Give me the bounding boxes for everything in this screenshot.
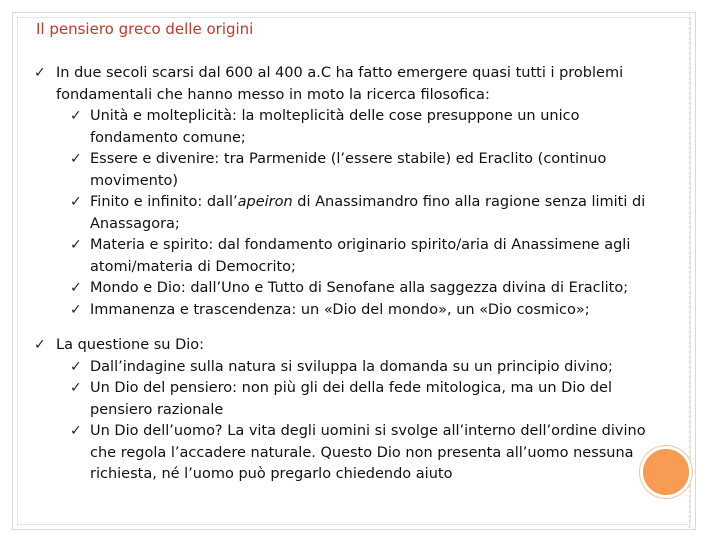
- sub-bullet-text-post: di Anassimandro fino alla ragione senza limiti di Anassagora;: [90, 194, 646, 232]
- checkmark-icon: ✓: [70, 237, 82, 253]
- checkmark-icon: ✓: [70, 194, 82, 210]
- bullet-text: In due secoli scarsi dal 600 al 400 a.C ha fatto emergere quasi tutti i problemi fondamentali che hanno messo in moto la ricerca filosofica:: [56, 65, 624, 103]
- sub-bullet: [34, 235, 664, 278]
- accent-line: [689, 12, 691, 528]
- sub-bullet-text: Essere e divenire: tra Parmenide (l’essere stabile) ed Eraclito (continuo movimento): [90, 151, 607, 189]
- checkmark-icon: ✓: [70, 423, 82, 439]
- sub-bullet: [34, 300, 664, 322]
- bullet-section-1: [34, 63, 664, 106]
- section-spacer: [34, 321, 664, 335]
- checkmark-icon: ✓: [70, 108, 82, 124]
- sub-bullet: [34, 378, 664, 421]
- sub-bullet: [34, 149, 664, 192]
- sub-bullet-text: Un Dio del pensiero: non più gli dei della fede mitologica, ma un Dio del pensiero razionale: [90, 380, 612, 418]
- bullet-text: La questione su Dio:: [56, 337, 205, 353]
- sub-bullet: [34, 278, 664, 300]
- sub-bullet: [34, 106, 664, 149]
- sub-bullet-text: Mondo e Dio: dall’Uno e Tutto di Senofane alla saggezza divina di Eraclito;: [90, 280, 629, 296]
- checkmark-icon: ✓: [70, 358, 82, 375]
- checkmark-icon: ✓: [70, 301, 82, 318]
- sub-bullet: [34, 421, 664, 486]
- sub-bullet-text: Un Dio dell’uomo? La vita degli uomini si svolge all’interno dell’ordine divino che regola l’accadere naturale. Questo Dio non presenta all’uomo nessuna richiesta, né l’uomo può pregarlo chiedendo aiuto: [90, 423, 646, 482]
- slide-content: [34, 63, 664, 486]
- sub-bullet-text-italic: apeiron: [237, 194, 293, 210]
- sub-bullet-text: Materia e spirito: dal fondamento originario spirito/aria di Anassimene agli atomi/materia di Democrito;: [90, 237, 631, 275]
- checkmark-icon: ✓: [34, 65, 46, 81]
- sub-bullet-text: Unità e molteplicità: la molteplicità delle cose presuppone un unico fondamento comune;: [90, 108, 580, 146]
- checkmark-icon: ✓: [70, 151, 82, 167]
- sub-bullet-text: Dall’indagine sulla natura si sviluppa la domanda su un principio divino;: [90, 358, 613, 375]
- sub-bullet-text-pre: Finito e infinito: dall’: [90, 194, 238, 210]
- sub-bullet-text: Immanenza e trascendenza: un «Dio del mondo», un «Dio cosmico»;: [90, 301, 590, 318]
- checkmark-icon: ✓: [34, 337, 46, 353]
- sub-bullet: [34, 192, 664, 235]
- sub-bullet: [34, 357, 664, 379]
- checkmark-icon: ✓: [70, 280, 82, 296]
- checkmark-icon: ✓: [70, 380, 82, 396]
- bullet-section-2: [34, 335, 664, 357]
- slide-title: Il pensiero greco delle origini: [36, 20, 254, 38]
